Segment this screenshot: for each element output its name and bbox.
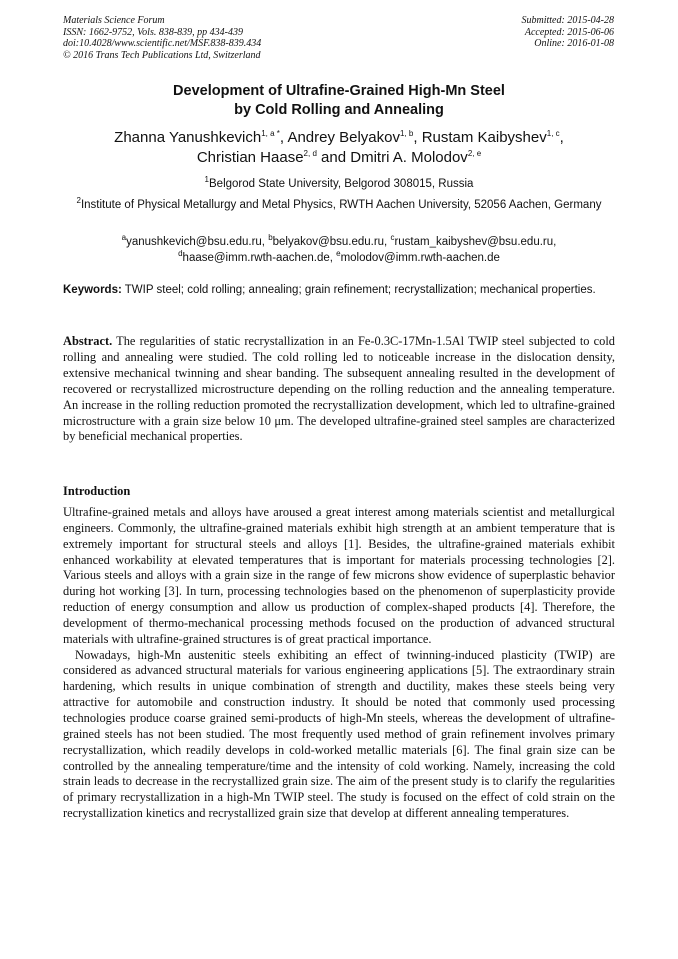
keywords-label: Keywords: bbox=[63, 284, 122, 296]
paper-title bbox=[40, 82, 638, 120]
author-emails bbox=[63, 234, 615, 266]
author-affil-marker: 2, d bbox=[303, 149, 317, 158]
email-link[interactable]: belyakov@bsu.edu.ru, bbox=[272, 236, 391, 248]
email-marker: b bbox=[268, 233, 273, 243]
email-link[interactable]: yanushkevich@bsu.edu.ru, bbox=[126, 236, 269, 248]
author-affil-marker: 1, b bbox=[400, 129, 414, 138]
author-list bbox=[40, 128, 638, 168]
author-name: Andrey Belyakov bbox=[287, 129, 400, 146]
abstract-text: The regularities of static recrystallization in an Fe-0.3C-17Mn-1.5Al TWIP steel subjected to cold rolling and annealing were studied. The cold rolling led to noticeable increase in the dislocation density, extensive mechanical twinning and shear banding. The subsequent annealing resulted in the development of recovered or recrystallized microstructure depending on the rolling reduction and the annealing temperature. An increase in the rolling reduction promoted the recrystallization development, which led to ultrafine-grained microstructure with a grain size below 10 μm. The developed ultrafine-grained steel samples are characterized by beneficial mechanical properties. bbox=[63, 334, 615, 444]
email-link[interactable]: molodov@imm.rwth-aachen.de bbox=[340, 252, 500, 264]
keywords-text: TWIP steel; cold rolling; annealing; grain refinement; recrystallization; mechanical properties. bbox=[121, 284, 596, 296]
abstract-label: Abstract. bbox=[63, 334, 113, 348]
affiliation-text: Institute of Physical Metallurgy and Metal Physics, RWTH Aachen University, 52056 Aachen, Germany bbox=[80, 199, 602, 211]
title-line-2: by Cold Rolling and Annealing bbox=[234, 102, 444, 118]
author-name: Rustam Kaibyshev bbox=[421, 129, 547, 146]
author-separator: , bbox=[413, 129, 418, 146]
paragraph: Ultrafine-grained metals and alloys have aroused a great interest among materials scientist and metallurgical engineers. Commonly, the ultrafine-grained materials exhibit high strength at an ambient temperature that is extremely important for structural steels and alloys [1]. Besides, the ultrafine-grained materials exhibit enhanced workability at elevated temperatures that is important for materials processing technologies [2]. Various steels and alloys with a grain size in the range of few microns show evidence of superplastic behavior during hot working [3]. In turn, processing technologies based on the phenomenon of superplasticity provide reduction of energy consumption and allow us production of complex-shaped products [4]. Therefore, the development of thermo-mechanical processing methods focused on the production of advanced structural materials with ultrafine-grained structures is of great practical importance. bbox=[63, 505, 615, 646]
keywords bbox=[63, 283, 615, 299]
doi-line: doi:10.4028/www.scientific.net/MSF.838-839.434 bbox=[63, 38, 262, 49]
affiliation-1 bbox=[63, 176, 615, 192]
affiliation-text: Belgorod State University, Belgorod 308015, Russia bbox=[209, 178, 474, 190]
abstract bbox=[63, 334, 615, 445]
introduction-body bbox=[63, 505, 615, 822]
author-name: Dmitri A. Molodov bbox=[350, 149, 468, 166]
copyright-line: © 2016 Trans Tech Publications Ltd, Switzerland bbox=[63, 49, 261, 61]
submitted-date: Submitted: 2015-04-28 bbox=[521, 15, 614, 26]
email-marker: e bbox=[336, 249, 341, 259]
email-line-1 bbox=[63, 234, 615, 250]
email-link[interactable]: rustam_kaibyshev@bsu.edu.ru, bbox=[394, 236, 557, 248]
title-line-1: Development of Ultrafine-Grained High-Mn Steel bbox=[173, 83, 505, 99]
issn-line: ISSN: 1662-9752, Vols. 838-839, pp 434-439 bbox=[63, 26, 243, 38]
author-affil-marker: 1, c bbox=[546, 129, 560, 138]
author-separator: , bbox=[279, 129, 285, 146]
email-link[interactable]: haase@imm.rwth-aachen.de, bbox=[182, 252, 337, 264]
journal-info bbox=[63, 15, 261, 61]
journal-name: Materials Science Forum bbox=[63, 15, 165, 26]
paragraph: Nowadays, high-Mn austenitic steels exhibiting an effect of twinning-induced plasticity (TWIP) are considered as advanced structural materials for various engineering applications [5]. The extraordinary strain hardening, which results in unique combination of strength and ductility, makes these steels being very attractive for automobile and construction industry. It should be noted that commonly used processing technologies produce coarse grained semi-products of high-Mn steels, whereas the development of ultrafine-grained steels has not been studied. The most frequently used method of grain refinement involves primary recrystallization, which readily develops in cold-worked metallic materials [6]. The final grain size can be controlled by the annealing temperature/time and the intensity of cold working. Namely, increasing the cold strain leads to decrease in the recrystallized grain size. The aim of the present study is to clarify the regularities of primary recrystallization in a high-Mn TWIP steel. The study is focused on the effect of cold strain on the recrystallization kinetics and recrystallized grain size that develop at different annealing temperatures. bbox=[63, 647, 615, 821]
email-marker: d bbox=[178, 249, 183, 259]
section-heading-introduction: Introduction bbox=[63, 484, 131, 498]
author-affil-marker: 1, a * bbox=[261, 129, 280, 138]
author-name: Zhanna Yanushkevich bbox=[114, 129, 262, 146]
submission-dates bbox=[522, 15, 615, 50]
email-marker: a bbox=[121, 233, 127, 243]
email-line-2 bbox=[63, 250, 615, 266]
email-marker: c bbox=[390, 233, 395, 243]
author-affil-marker: 2, e bbox=[467, 149, 482, 158]
author-line-1 bbox=[40, 128, 638, 148]
author-separator: , bbox=[559, 129, 564, 146]
affil-marker: 1 bbox=[204, 175, 209, 185]
author-separator: and bbox=[316, 149, 351, 166]
affil-marker: 2 bbox=[76, 196, 81, 206]
accepted-date: Accepted: 2015-06-06 bbox=[524, 26, 614, 38]
author-name: Christian Haase bbox=[196, 149, 304, 166]
affiliation-2 bbox=[63, 197, 615, 213]
author-line-2 bbox=[40, 148, 638, 168]
online-date: Online: 2016-01-08 bbox=[534, 38, 614, 49]
